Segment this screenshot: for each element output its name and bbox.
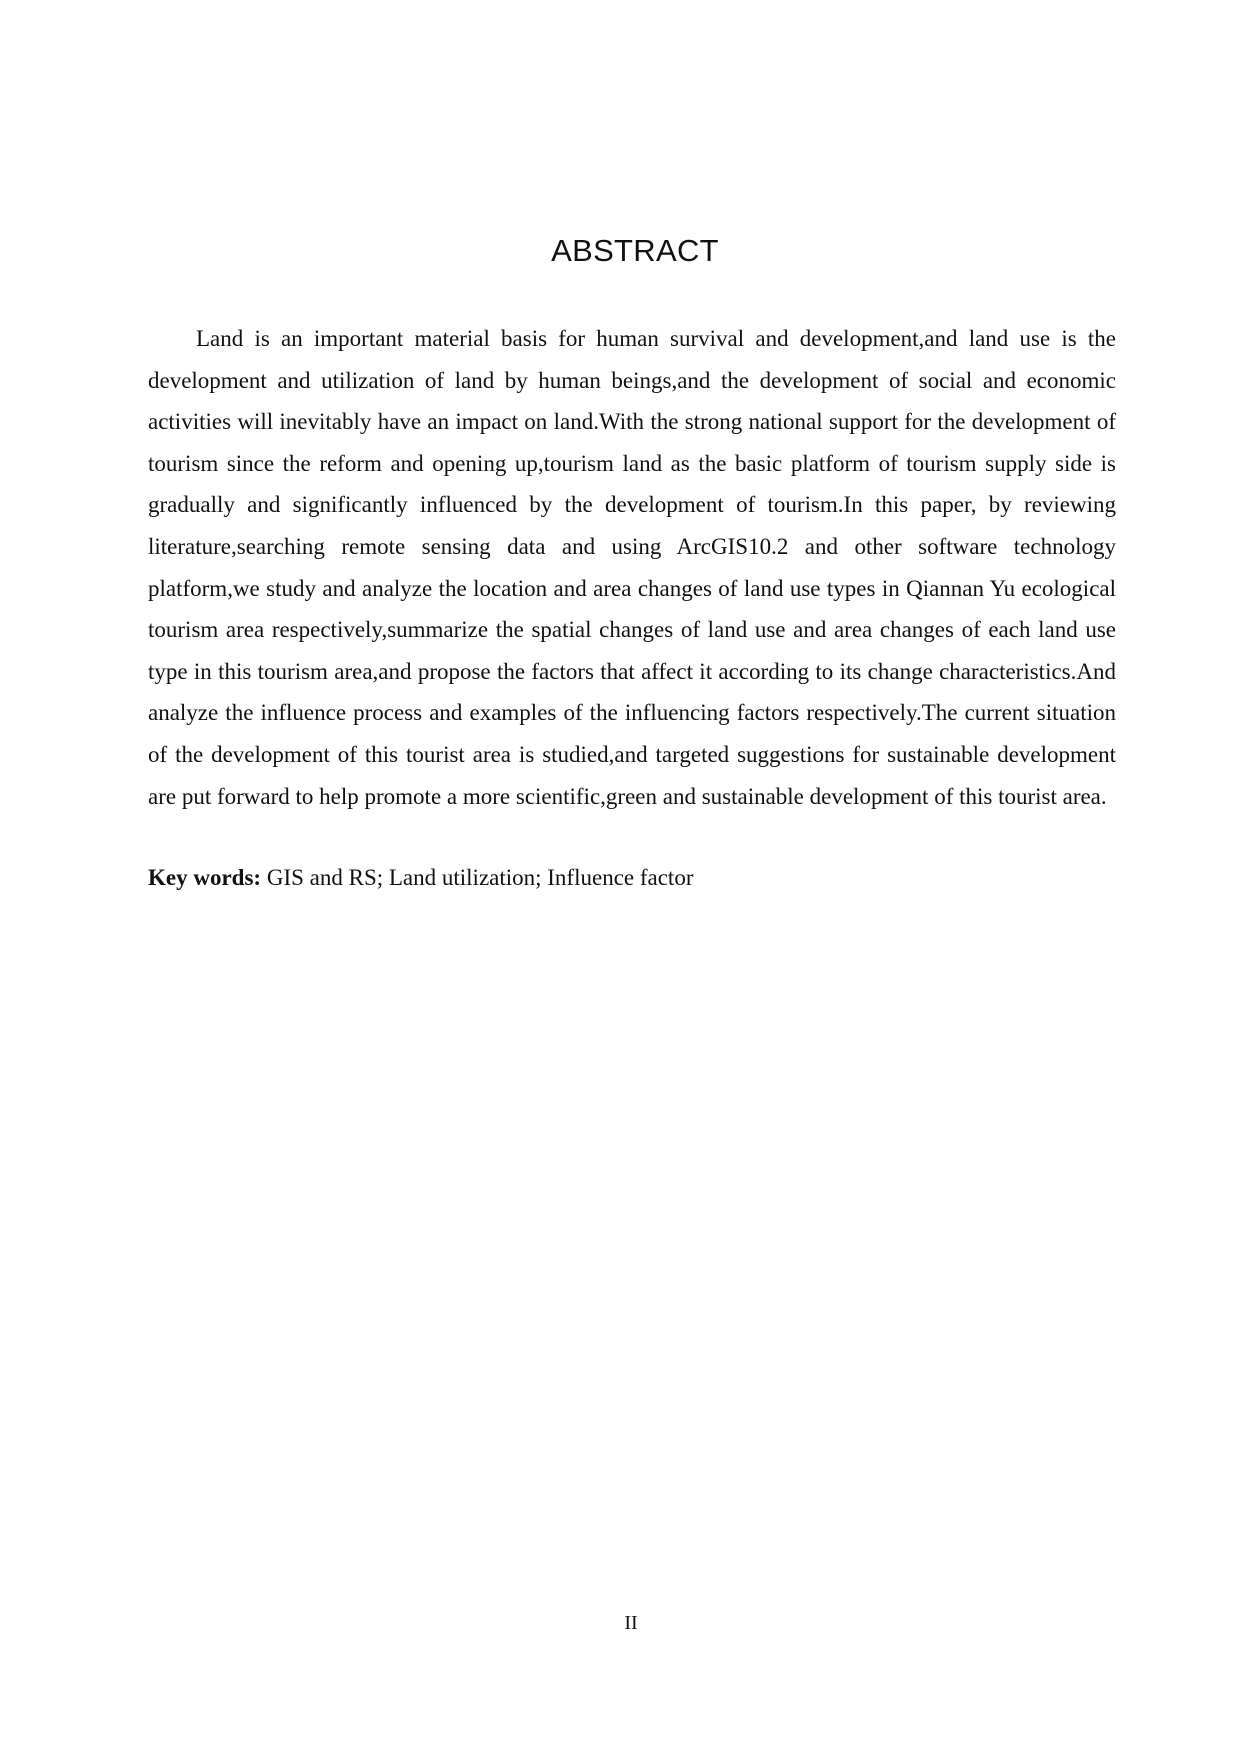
abstract-title: ABSTRACT — [551, 233, 719, 268]
abstract-body: Land is an important material basis for human survival and development,and land use is the development and utilization of land by human beings,and the development of social and economic activities will inevitably have an impact on land.With the strong national support for the development of tourism since the reform and opening up,tourism land as the basic platform of tourism supply side is gradually and significantly influenced by the development of tourism.In this paper, by reviewing literature,searching remote sensing data and using ArcGIS10.2 and other software technology platform,we study and analyze the location and area changes of land use types in Qiannan Yu ecological tourism area respectively,summarize the spatial changes of land use and area changes of each land use type in this tourism area,and propose the factors that affect it according to its change characteristics.And analyze the influence process and examples of the influencing factors respectively.The current situation of the development of this tourist area is studied,and targeted suggestions for sustainable development are put forward to help promote a more scientific,green and sustainable development of this tourist area. — [148, 326, 1116, 809]
keywords-label: Key words: — [148, 865, 262, 890]
keywords-line — [148, 857, 1116, 899]
keywords-text: GIS and RS; Land utilization; Influence factor — [266, 865, 694, 890]
page-number: II — [624, 1612, 638, 1634]
